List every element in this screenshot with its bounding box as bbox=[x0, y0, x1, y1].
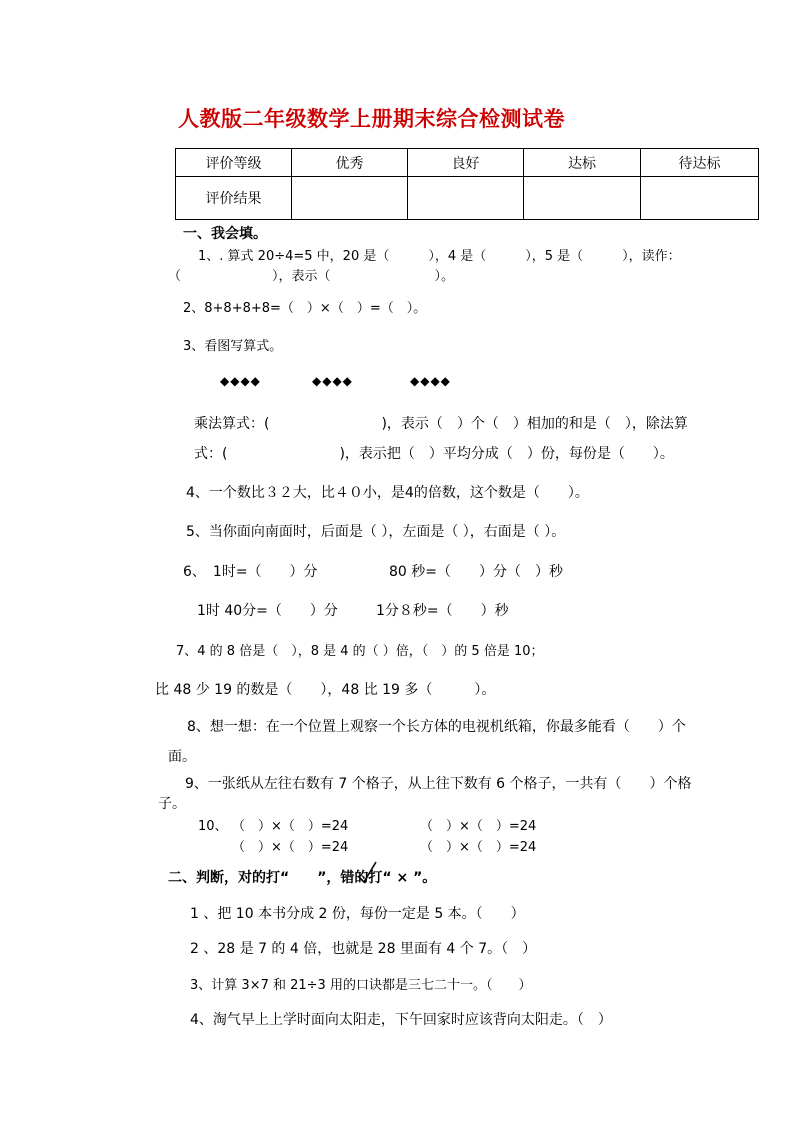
diamond-group-3: ◆◆◆◆ bbox=[410, 374, 451, 388]
question-6b: 80 秒=（ ）分（ ）秒 bbox=[389, 564, 563, 580]
question-3-line2: 式：( )，表示把（ ）平均分成（ ）份，每份是（ ）。 bbox=[194, 446, 674, 462]
grade-result-cell[interactable] bbox=[641, 177, 759, 220]
judgment-item: 2 、28 是 7 的 4 倍，也就是 28 里面有 4 个 7。（ ） bbox=[190, 941, 537, 957]
question-1-line1: 1、. 算式 20÷4=5 中，20 是（ ），4 是（ ），5 是（ ），读作： bbox=[198, 249, 681, 264]
judgment-item: 1 、把 10 本书分成 2 份，每份一定是 5 本。（ ） bbox=[190, 906, 525, 922]
grade-table bbox=[175, 148, 759, 220]
question-1-line2: （ ），表示（ ）。 bbox=[168, 269, 455, 284]
question-8-line1: 8、想一想：在一个位置上观察一个长方体的电视机纸箱，你最多能看（ ）个 bbox=[187, 719, 686, 735]
grade-header-cell: 达标 bbox=[524, 149, 641, 177]
question-10-label: 10、 bbox=[198, 819, 228, 834]
question-8-line2: 面。 bbox=[168, 749, 196, 765]
judgment-item: 4、淘气早上上学时面向太阳走，下午回家时应该背向太阳走。（ ） bbox=[190, 1012, 612, 1028]
grade-header-cell: 优秀 bbox=[292, 149, 408, 177]
question-7-line1: 7、4 的 8 倍是（ ），8 是 4 的（ ）倍，（ ）的 5 倍是 10； bbox=[176, 644, 544, 659]
question-2: 2、8+8+8+8=（ ）×（ ）=（ ）。 bbox=[183, 301, 427, 316]
grade-header-row bbox=[176, 149, 759, 177]
grade-header-cell: 评价等级 bbox=[176, 149, 292, 177]
grade-result-cell[interactable] bbox=[292, 177, 408, 220]
question-10-item: （ ）×（ ）=24 bbox=[420, 840, 537, 855]
question-6a: 6、 1时=（ ）分 bbox=[183, 564, 318, 580]
question-4: 4、一个数比３２大，比４０小，是4的倍数，这个数是（ ）。 bbox=[186, 485, 589, 501]
question-7-line2: 比 48 少 19 的数是（ ），48 比 19 多（ ）。 bbox=[155, 682, 496, 698]
question-10-item: （ ）×（ ）=24 bbox=[232, 819, 349, 834]
diamond-group-1: ◆◆◆◆ bbox=[220, 374, 261, 388]
grade-result-cell[interactable] bbox=[408, 177, 524, 220]
section1-heading: 一、我会填。 bbox=[183, 226, 267, 242]
judgment-item: 3、计算 3×7 和 21÷3 用的口诀都是三七二十一。（ ） bbox=[190, 978, 532, 993]
grade-result-row bbox=[176, 177, 759, 220]
question-6c: 1时 40分=（ ）分 bbox=[197, 603, 338, 619]
question-10-item: （ ）×（ ）=24 bbox=[232, 840, 349, 855]
question-6d: 1分８秒=（ ）秒 bbox=[376, 603, 509, 619]
question-5: 5、当你面向南面时，后面是（ ），左面是（ ），右面是（ ）。 bbox=[186, 524, 566, 540]
question-9-line2: 子。 bbox=[158, 796, 186, 812]
page-title: 人教版二年级数学上册期末综合检测试卷 bbox=[178, 107, 565, 131]
grade-result-label: 评价结果 bbox=[176, 177, 292, 220]
check-mark-icon bbox=[356, 860, 378, 884]
question-10-item: （ ）×（ ）=24 bbox=[420, 819, 537, 834]
question-3: 3、看图写算式。 bbox=[183, 339, 283, 354]
question-3-line1: 乘法算式：( )，表示（ ）个（ ）相加的和是（ ），除法算 bbox=[194, 416, 688, 432]
grade-header-cell: 良好 bbox=[408, 149, 524, 177]
grade-result-cell[interactable] bbox=[524, 177, 641, 220]
section2-heading: 二、判断，对的打“ ”，错的打“ × ”。 bbox=[168, 870, 437, 886]
question-9-line1: 9、一张纸从左往右数有 7 个格子，从上往下数有 6 个格子，一共有（ ）个格 bbox=[185, 776, 692, 792]
diamond-group-2: ◆◆◆◆ bbox=[312, 374, 353, 388]
grade-header-cell: 待达标 bbox=[641, 149, 759, 177]
